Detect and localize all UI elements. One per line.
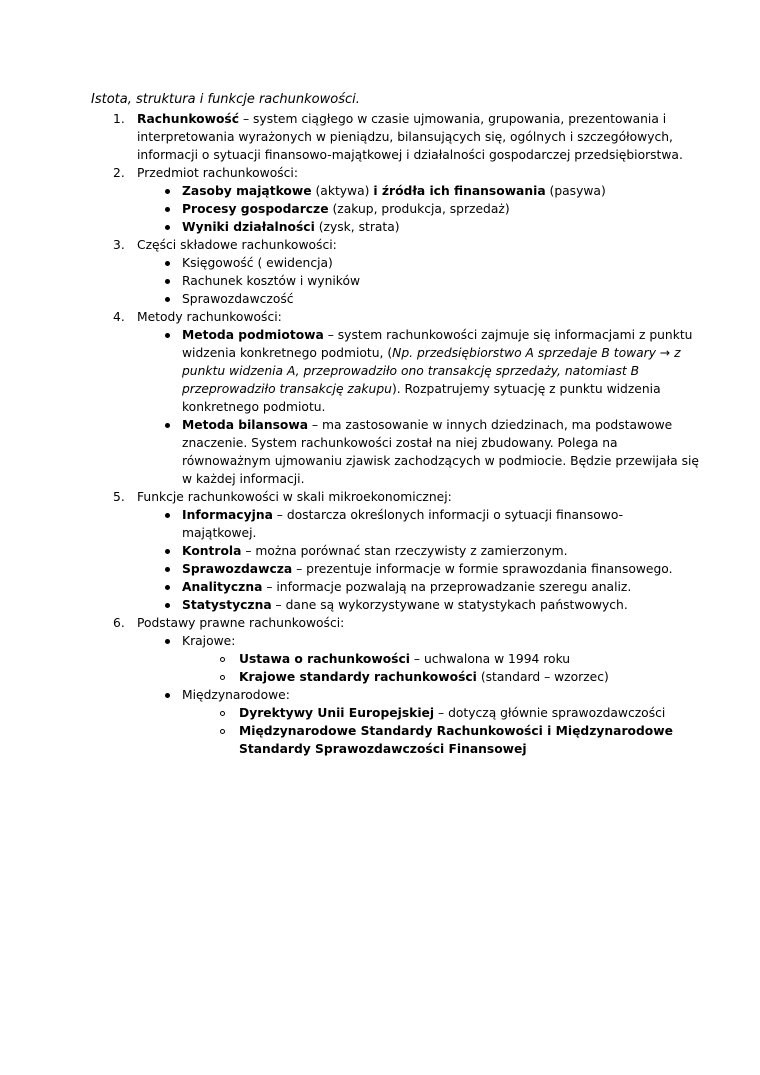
section-label: Funkcje rachunkowości w skali mikroekonomicznej: <box>137 490 452 504</box>
term: Zasoby majątkowe <box>182 184 312 198</box>
list-item <box>239 668 609 686</box>
bullet-icon <box>165 189 170 194</box>
bullet-icon <box>165 567 170 572</box>
circle-bullet-icon <box>220 711 225 716</box>
text: (zakup, produkcja, sprzedaż) <box>328 202 510 216</box>
text-line: znaczenie. System rachunkowości został na niej zbudowany. Polega na <box>182 436 618 450</box>
text: – dane są wykorzystywane w statystykach państwowych. <box>271 598 628 612</box>
bullet-icon <box>165 297 170 302</box>
list-item <box>239 650 570 668</box>
text: (aktywa) <box>311 184 374 198</box>
bullet-icon <box>165 639 170 644</box>
term: Kontrola <box>182 544 242 558</box>
text-line <box>182 380 661 398</box>
term: Dyrektywy Unii Europejskiej <box>239 706 435 720</box>
text: (zysk, strata) <box>314 220 400 234</box>
text-line <box>182 416 672 434</box>
section-label: Podstawy prawne rachunkowości: <box>137 616 345 630</box>
term: Standardy Sprawozdawczości Finansowej <box>239 742 527 756</box>
text: – dotyczą głównie sprawozdawczości <box>434 706 666 720</box>
list-item <box>182 596 628 614</box>
list-item: Rachunek kosztów i wyników <box>182 274 361 288</box>
bullet-icon <box>165 207 170 212</box>
term: Rachunkowość <box>137 112 240 126</box>
term: Wyniki działalności <box>182 220 315 234</box>
text: – ma zastosowanie w innych dziedzinach, ma podstawowe <box>308 418 673 432</box>
text-line: konkretnego podmiotu. <box>182 400 326 414</box>
text: – system rachunkowości zajmuje się informacjami z punktu <box>323 328 693 342</box>
list-item <box>182 218 400 236</box>
circle-bullet-icon <box>220 675 225 680</box>
bullet-icon <box>165 279 170 284</box>
bullet-icon <box>165 261 170 266</box>
bullet-icon <box>165 225 170 230</box>
section-number: 2. <box>113 166 125 180</box>
list-item <box>182 542 568 560</box>
text: – prezentuje informacje w formie sprawozdania finansowego. <box>292 562 673 576</box>
list-item: Międzynarodowe: <box>182 688 290 702</box>
text: – uchwalona w 1994 roku <box>410 652 571 666</box>
list-item: Sprawozdawczość <box>182 292 294 306</box>
example-text: przeprowadziło transakcję zakupu <box>182 382 392 396</box>
text-line <box>182 362 639 380</box>
bullet-icon <box>165 693 170 698</box>
bullet-icon <box>165 549 170 554</box>
list-item <box>239 722 673 740</box>
circle-bullet-icon <box>220 657 225 662</box>
example-text: Np. przedsiębiorstwo A sprzedaje B towary → z <box>392 346 681 360</box>
bullet-icon <box>165 333 170 338</box>
text: widzenia konkretnego podmiotu, ( <box>182 346 393 360</box>
list-item <box>182 182 606 200</box>
bullet-icon <box>165 603 170 608</box>
term: Metoda podmiotowa <box>182 328 324 342</box>
term: Sprawozdawcza <box>182 562 293 576</box>
term: Analityczna <box>182 580 263 594</box>
list-item <box>182 578 631 596</box>
text-line <box>182 326 692 344</box>
section-number: 4. <box>113 310 125 324</box>
term: Ustawa o rachunkowości <box>239 652 410 666</box>
text-line <box>182 506 623 524</box>
circle-bullet-icon <box>220 729 225 734</box>
list-item: Księgowość ( ewidencja) <box>182 256 333 270</box>
list-item <box>239 740 527 758</box>
list-item <box>182 200 510 218</box>
text-line: informacji o sytuacji finansowo-majątkowej i działalności gospodarczej przedsiębiorstwa. <box>137 148 683 162</box>
list-item <box>182 560 673 578</box>
term: i źródła ich finansowania <box>373 184 546 198</box>
text: – informacje pozwalają na przeprowadzanie szeregu analiz. <box>262 580 632 594</box>
text-line <box>182 344 681 362</box>
text-line: w każdej informacji. <box>182 472 305 486</box>
example-text: punktu widzenia A, przeprowadziło ono transakcję sprzedaży, natomiast B <box>182 364 640 378</box>
section-number: 3. <box>113 238 125 252</box>
section-label: Przedmiot rachunkowości: <box>137 166 298 180</box>
term: Statystyczna <box>182 598 272 612</box>
section-label: Metody rachunkowości: <box>137 310 282 324</box>
bullet-icon <box>165 513 170 518</box>
text-line: interpretowania wyrażonych w pieniądzu, bilansujących się, ogólnych i szczegółowych, <box>137 130 673 144</box>
term: Krajowe standardy rachunkowości <box>239 670 477 684</box>
list-item: Krajowe: <box>182 634 236 648</box>
page-title: Istota, struktura i funkcje rachunkowości. <box>91 92 360 107</box>
term: Metoda bilansowa <box>182 418 308 432</box>
text: ). Rozpatrujemy sytuację z punktu widzenia <box>391 382 661 396</box>
text: (pasywa) <box>545 184 606 198</box>
section-label: Części składowe rachunkowości: <box>137 238 337 252</box>
list-item <box>239 704 665 722</box>
text: – można porównać stan rzeczywisty z zamierzonym. <box>241 544 568 558</box>
bullet-icon <box>165 585 170 590</box>
text: – system ciągłego w czasie ujmowania, grupowania, prezentowania i <box>239 112 667 126</box>
section-number: 1. <box>113 112 125 126</box>
text-line: majątkowej. <box>182 526 257 540</box>
section-number: 5. <box>113 490 125 504</box>
text-line: równoważnym ujmowaniu zjawisk zachodzących w podmiocie. Będzie przewijała się <box>182 454 699 468</box>
text: (standard – wzorzec) <box>476 670 609 684</box>
term: Procesy gospodarcze <box>182 202 329 216</box>
text: – dostarcza określonych informacji o sytuacji finansowo- <box>272 508 624 522</box>
section-number: 6. <box>113 616 125 630</box>
text-line <box>137 110 666 128</box>
bullet-icon <box>165 423 170 428</box>
term: Międzynarodowe Standardy Rachunkowości i Międzynarodowe <box>239 724 673 738</box>
term: Informacyjna <box>182 508 273 522</box>
